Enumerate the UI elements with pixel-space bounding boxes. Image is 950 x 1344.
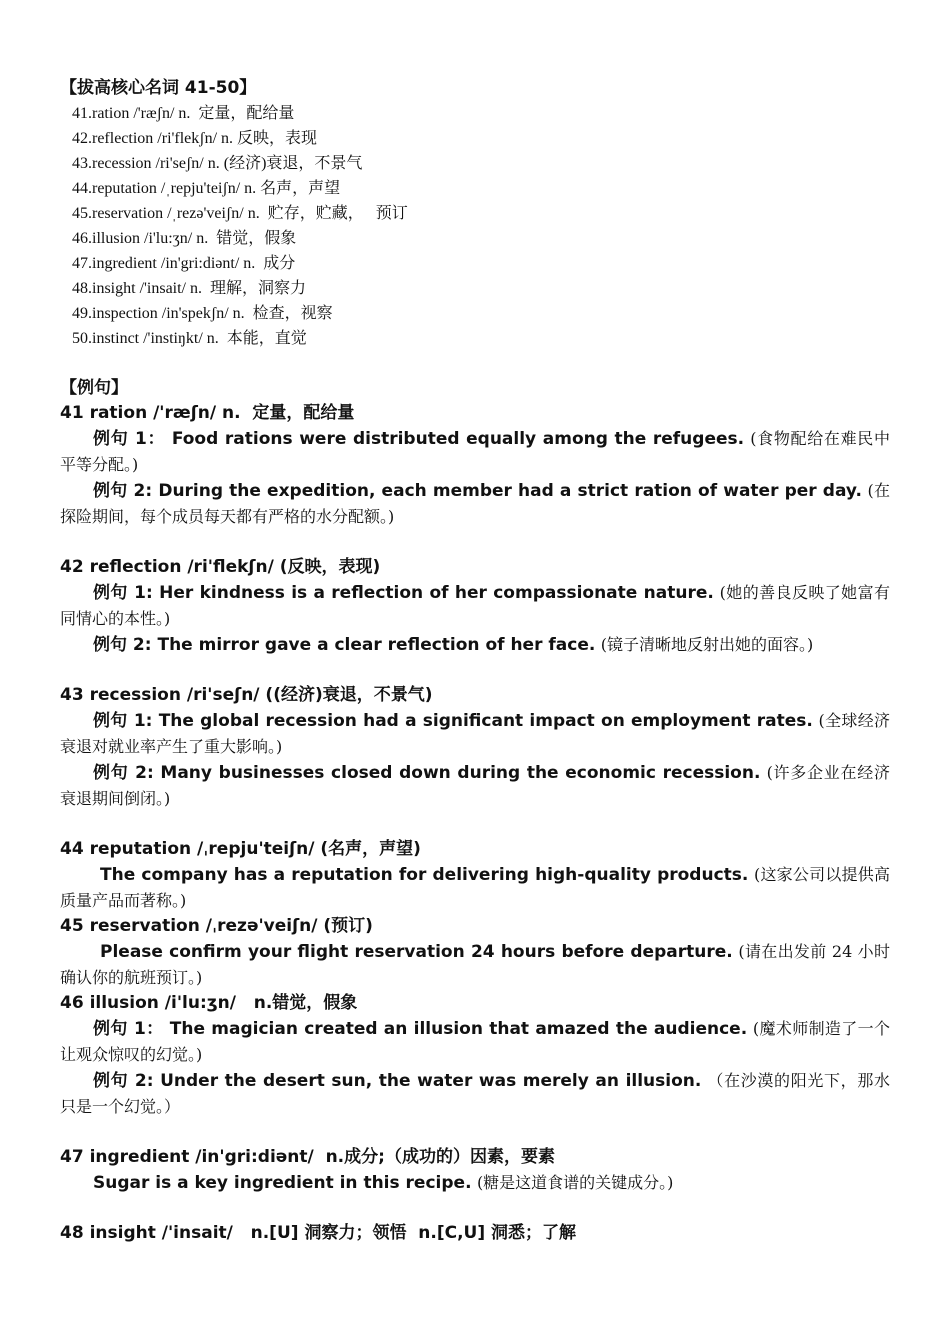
vocab-item: 44.reputation /ˌrepju'teiʃn/ n. 名声，声望 [72, 180, 341, 197]
example-sentence [60, 760, 890, 812]
example-label: 例句 2: [93, 481, 159, 501]
vocab-item: 41.ration /'ræʃn/ n. 定量，配给量 [72, 105, 295, 122]
document-page [60, 76, 890, 1246]
vocab-item: 48.insight /'insait/ n. 理解，洞察力 [72, 280, 307, 297]
example-chinese: (食物配给在难民中平等分配。) [60, 429, 890, 474]
example-sentence [60, 708, 890, 760]
entry-title-reservation: 45 reservation /ˌrezə'veiʃn/ (预订) [60, 916, 373, 936]
entry-title-illusion: 46 illusion /i'lu:ʒn/ n.错觉，假象 [60, 993, 358, 1013]
entry-title-reflection: 42 reflection /ri'flekʃn/ (反映，表现) [60, 557, 381, 577]
example-english: Please confirm your flight reservation 24 hours before departure. [100, 942, 733, 962]
example-english: During the expedition, each member had a strict ration of water per day. [158, 481, 862, 501]
entry-title-insight: 48 insight /'insait/ n.[U] 洞察力；领悟 n.[C,U] 洞悉；了解 [60, 1223, 577, 1243]
example-english: Sugar is a key ingredient in this recipe. [93, 1173, 472, 1193]
vocab-item: 49.inspection /in'spekʃn/ n. 检查，视察 [72, 305, 333, 322]
example-sentence [60, 1170, 890, 1196]
example-english: Food rations were distributed equally among the refugees. [171, 429, 745, 449]
example-chinese: (请在出发前 24 小时确认你的航班预订。) [60, 942, 890, 987]
entry-title-ingredient: 47 ingredient /in'gri:diənt/ n.成分;（成功的）因素，要素 [60, 1147, 555, 1167]
example-sentence [60, 1068, 890, 1120]
vocab-item: 42.reflection /ri'flekʃn/ n. 反映，表现 [72, 130, 318, 147]
example-sentence [60, 426, 890, 478]
example-chinese: (糖是这道食谱的关键成分。) [476, 1173, 674, 1192]
example-sentence [60, 478, 890, 530]
example-label: 例句 1： [93, 429, 172, 449]
example-sentence [60, 632, 890, 658]
example-english: Under the desert sun, the water was merely an illusion. [160, 1071, 702, 1091]
example-english: Her kindness is a reflection of her compassionate nature. [159, 583, 714, 603]
example-chinese: (镜子清晰地反射出她的面容。) [600, 635, 814, 654]
example-chinese: (全球经济衰退对就业率产生了重大影响。) [60, 711, 890, 756]
vocab-item: 47.ingredient /in'gri:diənt/ n. 成分 [72, 255, 296, 272]
example-label: 例句 1: [93, 711, 159, 731]
example-label: 例句 1： [93, 1019, 170, 1039]
vocab-item: 43.recession /ri'seʃn/ n. (经济)衰退，不景气 [72, 155, 363, 172]
example-chinese: (魔术师制造了一个让观众惊叹的幻觉。) [60, 1019, 891, 1064]
vocab-item: 50.instinct /'instiŋkt/ n. 本能，直觉 [72, 330, 307, 347]
entry-title-reputation: 44 reputation /ˌrepju'teiʃn/ (名声，声望) [60, 839, 421, 859]
example-chinese: (在探险期间，每个成员每天都有严格的水分配额。) [60, 481, 891, 526]
example-sentence [60, 1016, 890, 1068]
example-english: The magician created an illusion that amazed the audience. [169, 1019, 748, 1039]
example-chinese: (她的善良反映了她富有同情心的本性。) [60, 583, 891, 628]
example-chinese: （在沙漠的阳光下，那水只是一个幻觉。） [60, 1071, 890, 1116]
example-label: 例句 2: [93, 763, 161, 783]
example-sentence [60, 580, 890, 632]
core-nouns-heading: 【拔高核心名词 41-50】 [60, 78, 257, 98]
example-english: The mirror gave a clear reflection of her face. [157, 635, 596, 655]
example-label: 例句 1: [93, 583, 160, 603]
entry-title-ration: 41 ration /'ræʃn/ n. 定量，配给量 [60, 403, 355, 423]
example-sentence [60, 939, 890, 991]
example-label: 例句 2: [93, 635, 158, 655]
example-sentence [60, 862, 890, 914]
entry-title-recession: 43 recession /ri'seʃn/ ((经济)衰退，不景气) [60, 685, 433, 705]
example-chinese: (这家公司以提供高质量产品而著称。) [60, 865, 890, 910]
example-english: The company has a reputation for delivering high-quality products. [100, 865, 749, 885]
vocab-item: 45.reservation /ˌrezə'veiʃn/ n. 贮存，贮藏， 预订 [72, 205, 408, 222]
example-label: 例句 2: [93, 1071, 161, 1091]
example-english: Many businesses closed down during the economic recession. [160, 763, 761, 783]
example-english: The global recession had a significant impact on employment rates. [158, 711, 813, 731]
examples-heading: 【例句】 [60, 378, 128, 398]
example-chinese: (许多企业在经济衰退期间倒闭。) [60, 763, 890, 808]
vocab-item: 46.illusion /i'lu:ʒn/ n. 错觉，假象 [72, 230, 297, 247]
